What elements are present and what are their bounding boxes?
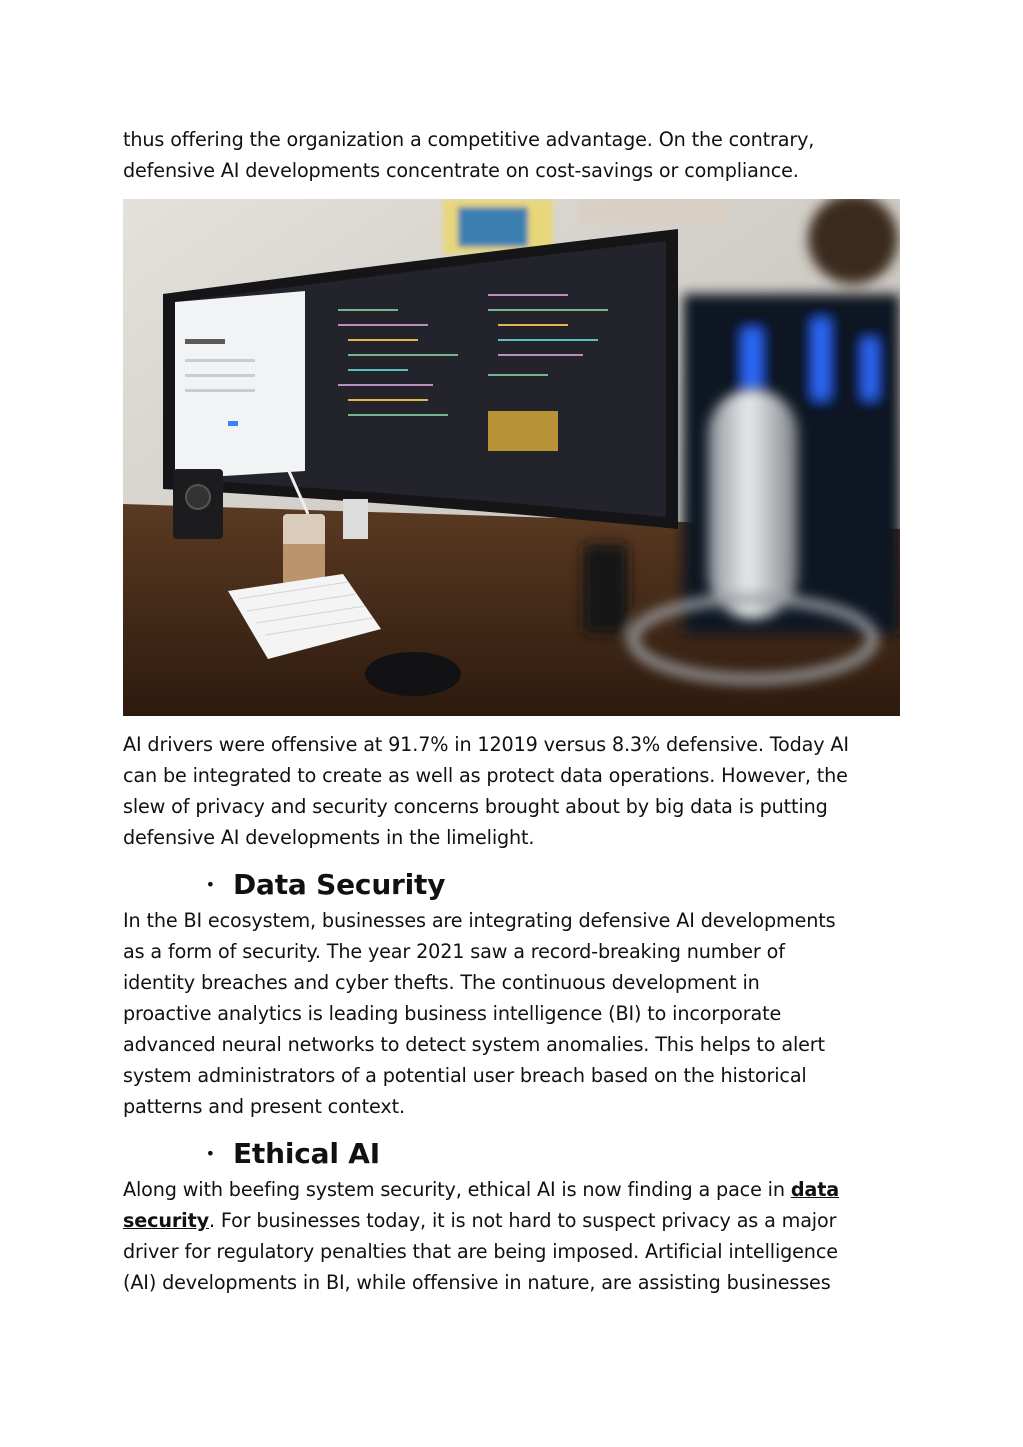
section-title: Ethical AI: [233, 1137, 380, 1170]
heading-ethical-ai: [123, 1134, 913, 1174]
bullet-icon: •: [205, 1144, 215, 1163]
text-line: defensive AI developments concentrate on cost-savings or compliance.: [123, 159, 799, 182]
text-line: AI drivers were offensive at 91.7% in 12019 versus 8.3% defensive. Today AI: [123, 733, 849, 756]
text-line: (AI) developments in BI, while offensive in nature, are assisting businesses: [123, 1271, 831, 1294]
text-line: as a form of security. The year 2021 saw a record-breaking number of: [123, 940, 785, 963]
text-span: Along with beefing system security, ethical AI is now finding a pace in: [123, 1178, 791, 1201]
text-line: driver for regulatory penalties that are being imposed. Artificial intelligence: [123, 1240, 838, 1263]
section-title: Data Security: [233, 868, 446, 901]
text-line: advanced neural networks to detect system anomalies. This helps to alert: [123, 1033, 825, 1056]
data-security-link[interactable]: data: [790, 1178, 840, 1201]
text-line: [123, 1174, 913, 1205]
text-line: proactive analytics is leading business intelligence (BI) to incorporate: [123, 1002, 782, 1025]
text-line: system administrators of a potential user breach based on the historical: [123, 1064, 807, 1087]
text-line: identity breaches and cyber thefts. The continuous development in: [123, 971, 760, 994]
paragraph-ai-drivers: [123, 729, 913, 853]
text-line: In the BI ecosystem, businesses are integrating defensive AI developments: [123, 909, 836, 932]
bullet-icon: •: [205, 875, 215, 894]
paragraph-data-security: [123, 905, 913, 1122]
text-line: patterns and present context.: [123, 1095, 405, 1118]
text-line: slew of privacy and security concerns brought about by big data is putting: [123, 795, 828, 818]
paragraph-ethical-ai: [123, 1174, 913, 1298]
text-line: defensive AI developments in the limelight.: [123, 826, 535, 849]
text-line: can be integrated to create as well as protect data operations. However, the: [123, 764, 848, 787]
text-line: thus offering the organization a competitive advantage. On the contrary,: [123, 128, 815, 151]
intro-paragraph: [123, 124, 913, 186]
heading-data-security: [123, 865, 913, 905]
data-security-link-continued[interactable]: security: [123, 1209, 209, 1232]
document-page: [123, 124, 913, 1298]
desk-monitor-photo: [123, 199, 900, 716]
text-line: [123, 1205, 913, 1236]
text-span: . For businesses today, it is not hard to suspect privacy as a major: [209, 1209, 837, 1232]
